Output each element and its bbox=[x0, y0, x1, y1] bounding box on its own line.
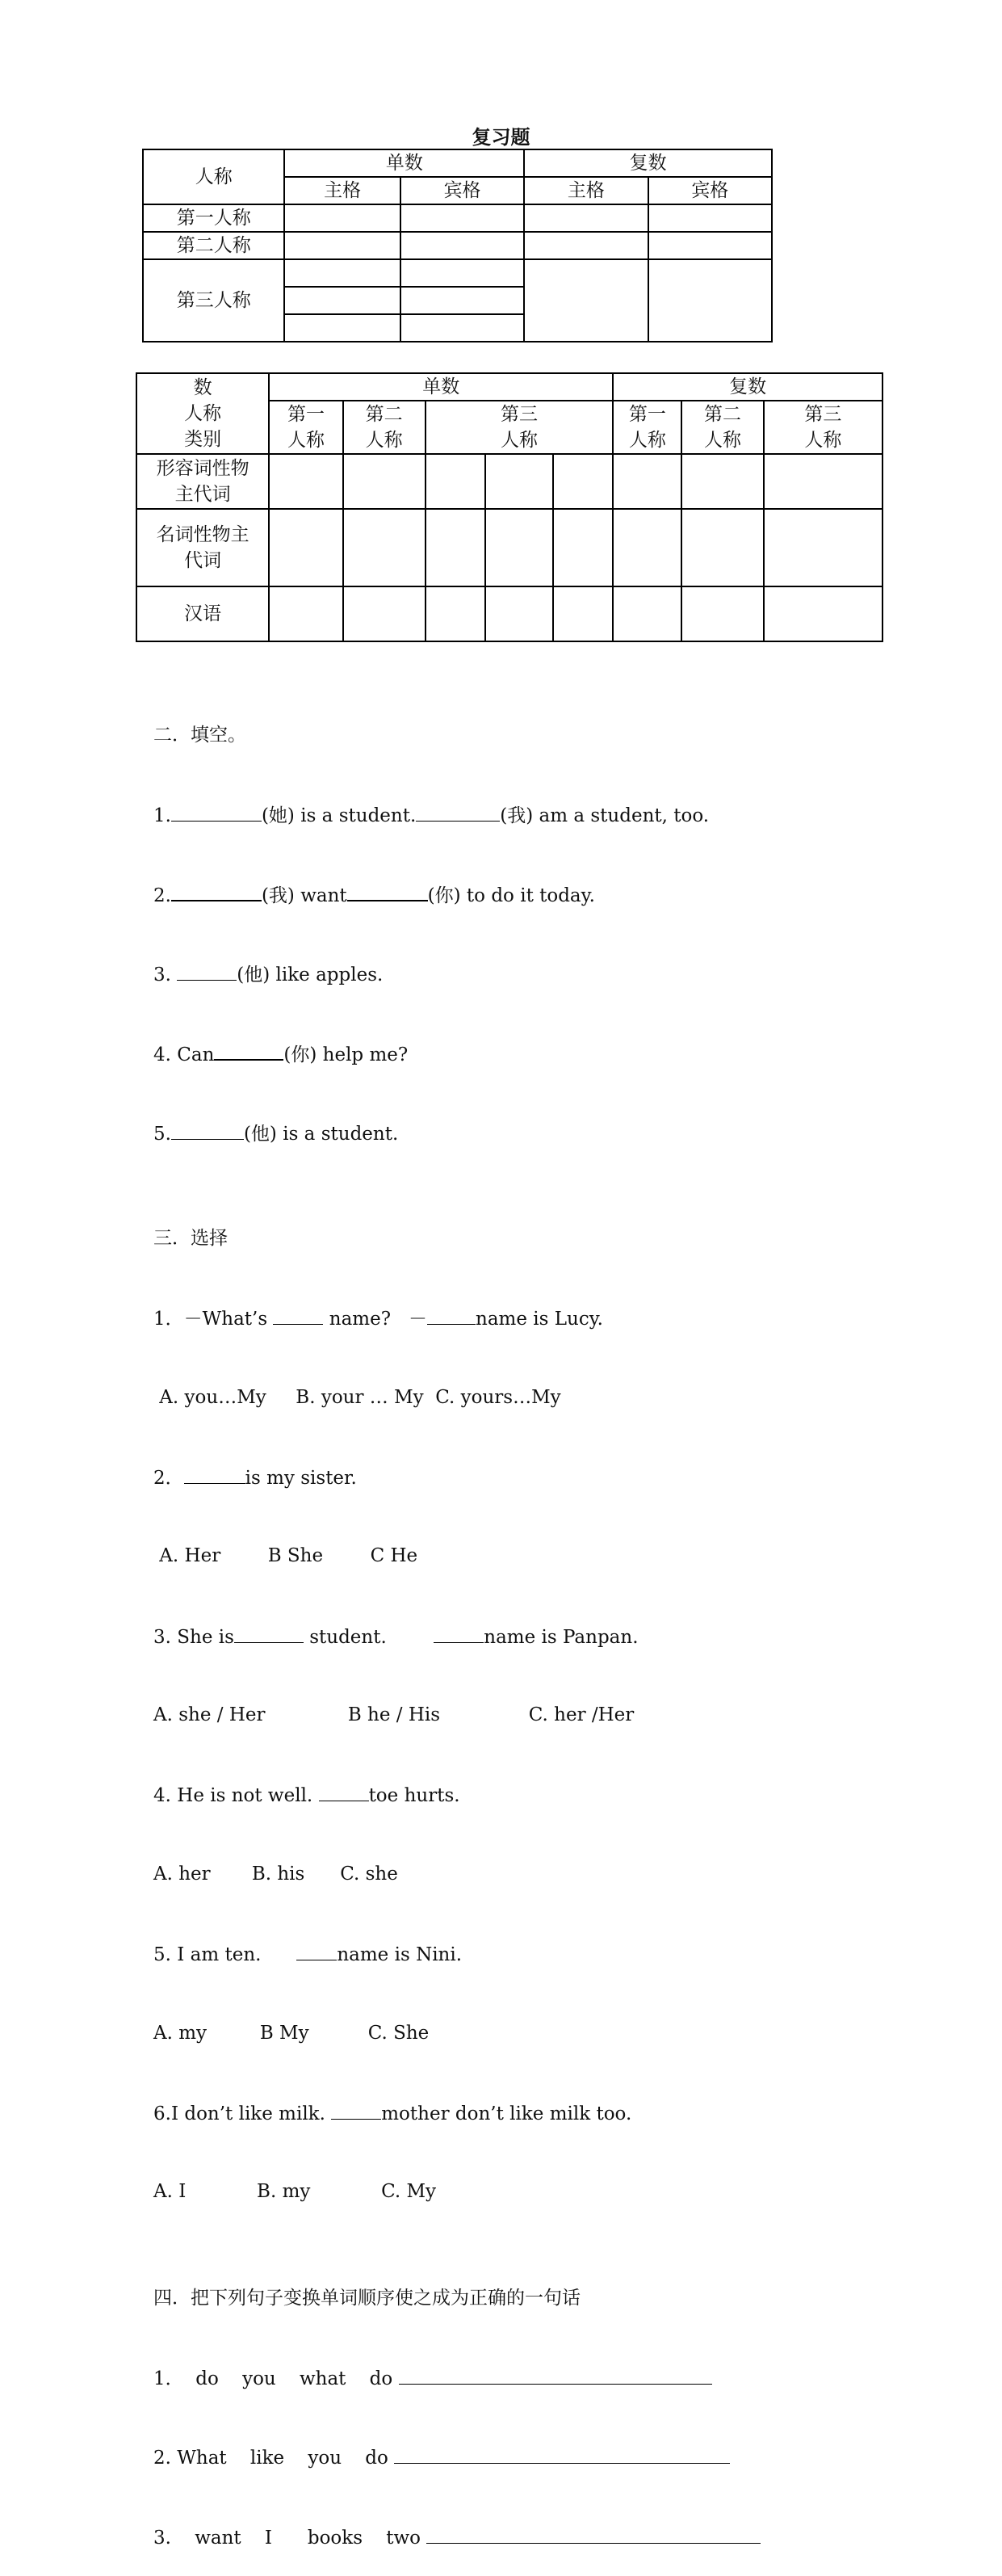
blank-cell[interactable] bbox=[269, 454, 342, 509]
person-header: 人称 bbox=[143, 149, 284, 204]
answer-blank[interactable] bbox=[171, 880, 262, 901]
reorder-question-1: 1． do you what do bbox=[153, 2364, 761, 2391]
blank-cell[interactable] bbox=[343, 454, 426, 509]
sg-second-person-header: 第二 人称 bbox=[343, 401, 426, 454]
pl-second-person-header: 第二 人称 bbox=[681, 401, 763, 454]
pronoun-case-table bbox=[142, 149, 773, 342]
blank-cell[interactable] bbox=[553, 509, 613, 586]
blank-cell[interactable] bbox=[343, 586, 426, 641]
blank-cell[interactable] bbox=[343, 509, 426, 586]
blank-cell[interactable] bbox=[284, 287, 400, 314]
blank-cell[interactable] bbox=[764, 586, 883, 641]
blank-cell[interactable] bbox=[648, 232, 772, 259]
section4-heading: 四．把下列句子变换单词顺序使之成为正确的一句话 bbox=[153, 2287, 581, 2309]
blank-cell[interactable] bbox=[400, 232, 524, 259]
singular-object-header: 宾格 bbox=[400, 177, 524, 204]
choice-question-4: 4. He is not well. toe hurts. bbox=[153, 1781, 761, 1808]
blank-cell[interactable] bbox=[524, 204, 648, 232]
blank-cell[interactable] bbox=[553, 586, 613, 641]
blank-cell[interactable] bbox=[426, 454, 485, 509]
row-second-person: 第二人称 bbox=[143, 232, 284, 259]
blank-cell[interactable] bbox=[764, 454, 883, 509]
blank-cell[interactable] bbox=[681, 509, 763, 586]
section2-heading: 二．填空。 bbox=[153, 724, 246, 746]
answer-blank[interactable] bbox=[399, 2364, 712, 2385]
pl-third-person-header: 第三 人称 bbox=[764, 401, 883, 454]
answer-blank[interactable] bbox=[347, 880, 428, 901]
answer-blank[interactable] bbox=[426, 2523, 761, 2544]
answer-blank[interactable] bbox=[434, 1623, 484, 1643]
answer-blank[interactable] bbox=[234, 1623, 304, 1643]
blank-cell[interactable] bbox=[485, 454, 553, 509]
row-adjective-possessive: 形容词性物 主代词 bbox=[136, 454, 269, 509]
answer-blank[interactable] bbox=[214, 1040, 283, 1061]
blank-cell[interactable] bbox=[648, 204, 772, 232]
blank-cell[interactable] bbox=[400, 259, 524, 287]
blank-cell[interactable] bbox=[613, 586, 681, 641]
fill-question-3: 3. (他) like apples. bbox=[153, 960, 761, 987]
blank-cell[interactable] bbox=[764, 509, 883, 586]
answer-blank[interactable] bbox=[273, 1305, 323, 1325]
singular-header: 单数 bbox=[284, 149, 524, 177]
corner-category: 类别 bbox=[184, 429, 222, 450]
answer-blank[interactable] bbox=[171, 801, 262, 822]
row-chinese: 汉语 bbox=[136, 586, 269, 641]
choice-question-1: 1．－What’s name? － name is Lucy. bbox=[153, 1305, 761, 1331]
page-title: 复习题 bbox=[472, 125, 530, 149]
choice-question-2: 2． is my sister. bbox=[153, 1464, 761, 1490]
blank-cell[interactable] bbox=[553, 454, 613, 509]
sg-third-person-header: 第三 人称 bbox=[426, 401, 614, 454]
row-third-person: 第三人称 bbox=[143, 259, 284, 342]
blank-cell[interactable] bbox=[613, 509, 681, 586]
blank-cell[interactable] bbox=[284, 259, 400, 287]
blank-cell[interactable] bbox=[269, 509, 342, 586]
plural-header: 复数 bbox=[613, 373, 883, 401]
answer-blank[interactable] bbox=[319, 1781, 369, 1801]
blank-cell[interactable] bbox=[426, 586, 485, 641]
fill-question-1: 1. (她) is a student. (我) am a student, too. bbox=[153, 801, 761, 828]
fill-question-5: 5. (他) is a student. bbox=[153, 1120, 761, 1146]
reorder-question-2: 2. What like you do bbox=[153, 2444, 761, 2470]
row-noun-possessive: 名词性物主 代词 bbox=[136, 509, 269, 586]
plural-subject-header: 主格 bbox=[524, 177, 648, 204]
fill-question-4: 4. Can (你) help me? bbox=[153, 1040, 761, 1066]
blank-cell[interactable] bbox=[400, 314, 524, 342]
answer-blank[interactable] bbox=[177, 960, 237, 981]
exercise-text bbox=[153, 669, 761, 2576]
blank-cell[interactable] bbox=[485, 586, 553, 641]
choice-options-2: A. Her B She C He bbox=[153, 1545, 418, 1567]
fill-question-2: 2. (我) want (你) to do it today. bbox=[153, 880, 761, 907]
answer-blank[interactable] bbox=[296, 1940, 337, 1960]
answer-blank[interactable] bbox=[184, 1464, 245, 1484]
row-first-person: 第一人称 bbox=[143, 204, 284, 232]
blank-cell[interactable] bbox=[681, 586, 763, 641]
choice-options-3: A. she / Her B he / His C. her /Her bbox=[153, 1704, 635, 1726]
singular-header: 单数 bbox=[269, 373, 613, 401]
answer-blank[interactable] bbox=[394, 2444, 730, 2464]
corner-number: 数 bbox=[193, 377, 212, 398]
blank-cell[interactable] bbox=[400, 287, 524, 314]
pl-first-person-header: 第一 人称 bbox=[613, 401, 681, 454]
plural-object-header: 宾格 bbox=[648, 177, 772, 204]
choice-question-3: 3. She is student. name is Panpan. bbox=[153, 1623, 761, 1649]
plural-header: 复数 bbox=[524, 149, 772, 177]
choice-options-1: A. you…My B. your … My C. yours…My bbox=[153, 1386, 561, 1408]
answer-blank[interactable] bbox=[416, 801, 500, 822]
blank-cell[interactable] bbox=[284, 232, 400, 259]
blank-cell[interactable] bbox=[284, 204, 400, 232]
singular-subject-header: 主格 bbox=[284, 177, 400, 204]
answer-blank[interactable] bbox=[171, 1120, 244, 1140]
blank-cell[interactable] bbox=[284, 314, 400, 342]
answer-blank[interactable] bbox=[331, 2099, 381, 2120]
blank-cell[interactable] bbox=[524, 259, 648, 342]
blank-cell[interactable] bbox=[269, 586, 342, 641]
choice-options-5: A. my B My C. She bbox=[153, 2022, 430, 2044]
section3-heading: 三．选择 bbox=[153, 1227, 228, 1249]
choice-question-5: 5. I am ten. name is Nini. bbox=[153, 1940, 761, 1967]
blank-cell[interactable] bbox=[426, 509, 485, 586]
blank-cell[interactable] bbox=[648, 259, 772, 342]
sg-first-person-header: 第一 人称 bbox=[269, 401, 342, 454]
reorder-question-3: 3. want I books two bbox=[153, 2523, 761, 2550]
choice-question-6: 6.I don’t like milk. mother don’t like milk too. bbox=[153, 2099, 761, 2126]
blank-cell[interactable] bbox=[681, 454, 763, 509]
corner-person: 人称 bbox=[184, 403, 222, 424]
possessive-pronoun-table bbox=[136, 372, 883, 642]
blank-cell[interactable] bbox=[400, 204, 524, 232]
answer-blank[interactable] bbox=[427, 1305, 476, 1325]
choice-options-6: A. I B. my C. My bbox=[153, 2181, 437, 2203]
corner-header bbox=[136, 373, 269, 454]
choice-options-4: A. her B. his C. she bbox=[153, 1863, 398, 1885]
blank-cell[interactable] bbox=[524, 232, 648, 259]
blank-cell[interactable] bbox=[613, 454, 681, 509]
blank-cell[interactable] bbox=[485, 509, 553, 586]
